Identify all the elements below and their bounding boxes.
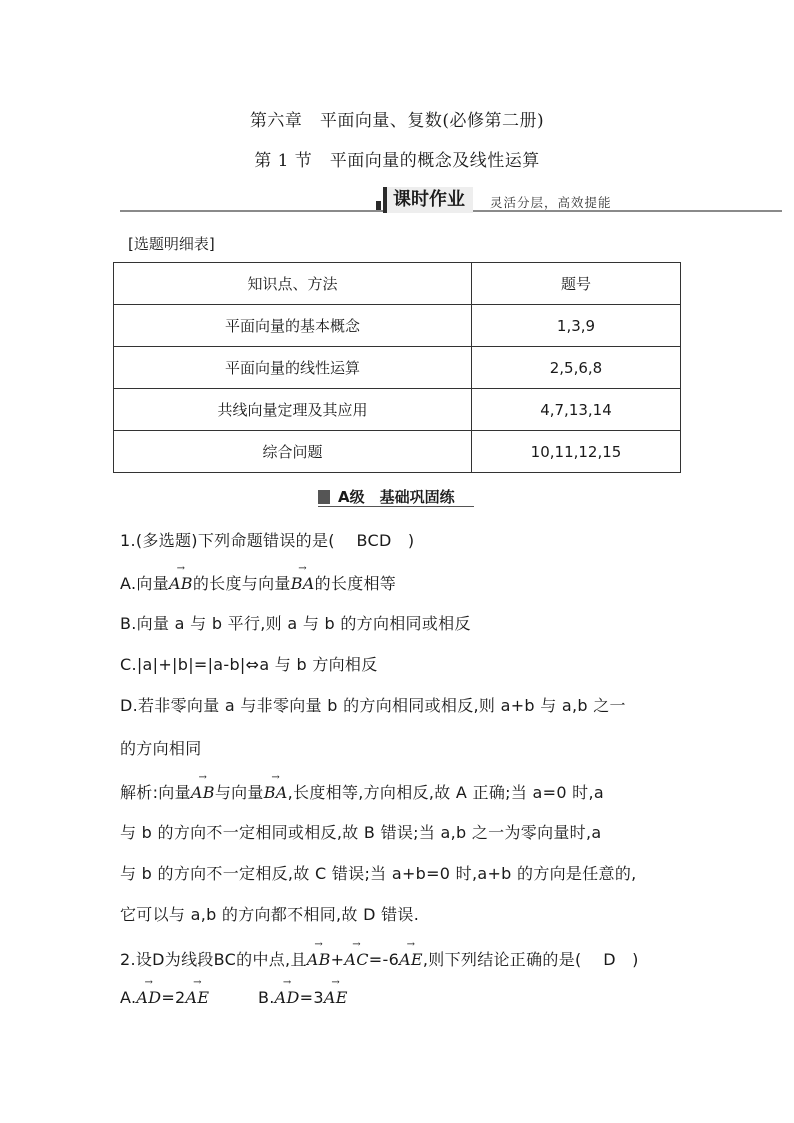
text: ,长度相等,方向相反,故 A 正确;当 a=0 时,a: [287, 783, 604, 802]
vector-symbol: → AD: [275, 988, 300, 1007]
text: +: [330, 950, 345, 969]
text: ,则下列结论正确的是( D ): [422, 950, 639, 969]
vector-symbol: → AB: [191, 783, 215, 802]
text: A.向量: [120, 574, 169, 593]
text: B.: [258, 988, 275, 1007]
text: =2: [161, 988, 186, 1007]
vector-symbol: → AC: [344, 950, 368, 969]
q1-solution-line4: 它可以与 a,b 的方向都不相同,故 D 错误.: [120, 905, 420, 924]
q1-option-d-cont: 的方向相同: [120, 739, 202, 758]
text: 2.设D为线段BC的中点,且: [120, 950, 307, 969]
vector-symbol: → BA: [291, 574, 315, 593]
table-row: [114, 431, 681, 473]
banner-marker: [376, 201, 381, 210]
vector-symbol: → AD: [136, 988, 161, 1007]
level-icon: [318, 490, 330, 504]
table-row: [114, 305, 681, 347]
text: 与向量: [214, 783, 264, 802]
table-cell: 1,3,9: [472, 305, 681, 347]
table-cell: 综合问题: [114, 431, 472, 473]
q1-solution: [120, 780, 604, 803]
table-cell: 10,11,12,15: [472, 431, 681, 473]
vector-symbol: → AB: [169, 574, 193, 593]
table-row: [114, 389, 681, 431]
q2-option-a: [120, 988, 209, 1007]
text: 解析:向量: [120, 783, 191, 802]
table-cell: 4,7,13,14: [472, 389, 681, 431]
q2-stem: [120, 947, 639, 970]
q1-option-c: C.|a|+|b|=|a-b|⇔a 与 b 方向相反: [120, 655, 378, 674]
q1-option-d: D.若非零向量 a 与非零向量 b 的方向相同或相反,则 a+b 与 a,b 之一: [120, 696, 626, 715]
text: =-6: [368, 950, 400, 969]
q1-solution-line2: 与 b 的方向不一定相同或相反,故 B 错误;当 a,b 之一为零向量时,a: [120, 823, 602, 842]
q2-option-b: [258, 988, 348, 1007]
table-cell: 平面向量的基本概念: [114, 305, 472, 347]
q1-stem: 1.(多选题)下列命题错误的是( BCD ): [120, 531, 415, 550]
text: 的长度相等: [314, 574, 397, 593]
table-row: [114, 347, 681, 389]
table-header-row: [114, 263, 681, 305]
table-cell: 共线向量定理及其应用: [114, 389, 472, 431]
banner-title: 课时作业: [383, 187, 473, 213]
banner-subtitle: 灵活分层，高效提能: [490, 195, 612, 210]
chapter-title: 第六章 平面向量、复数(必修第二册): [249, 111, 545, 131]
table-header-cell: 题号: [472, 263, 681, 305]
q1-option-b: B.向量 a 与 b 平行,则 a 与 b 的方向相同或相反: [120, 614, 471, 633]
detail-table: [113, 262, 681, 473]
detail-table-label: [选题明细表]: [128, 235, 215, 253]
text: 的长度与向量: [192, 574, 291, 593]
q1-solution-line3: 与 b 的方向不一定相反,故 C 错误;当 a+b=0 时,a+b 的方向是任意的,: [120, 864, 637, 883]
vector-symbol: → AB: [307, 950, 331, 969]
vector-symbol: → AE: [324, 988, 348, 1007]
section-title: 第 1 节 平面向量的概念及线性运算: [254, 151, 540, 171]
vector-symbol: → BA: [264, 783, 288, 802]
vector-symbol: → AE: [399, 950, 423, 969]
text: A.: [120, 988, 137, 1007]
vector-symbol: → AE: [186, 988, 210, 1007]
table-cell: 2,5,6,8: [472, 347, 681, 389]
q1-option-a: [120, 571, 396, 594]
level-rule: [318, 506, 474, 507]
table-header-cell: 知识点、方法: [114, 263, 472, 305]
table-cell: 平面向量的线性运算: [114, 347, 472, 389]
level-title: A级 基础巩固练: [338, 488, 455, 506]
text: =3: [299, 988, 324, 1007]
